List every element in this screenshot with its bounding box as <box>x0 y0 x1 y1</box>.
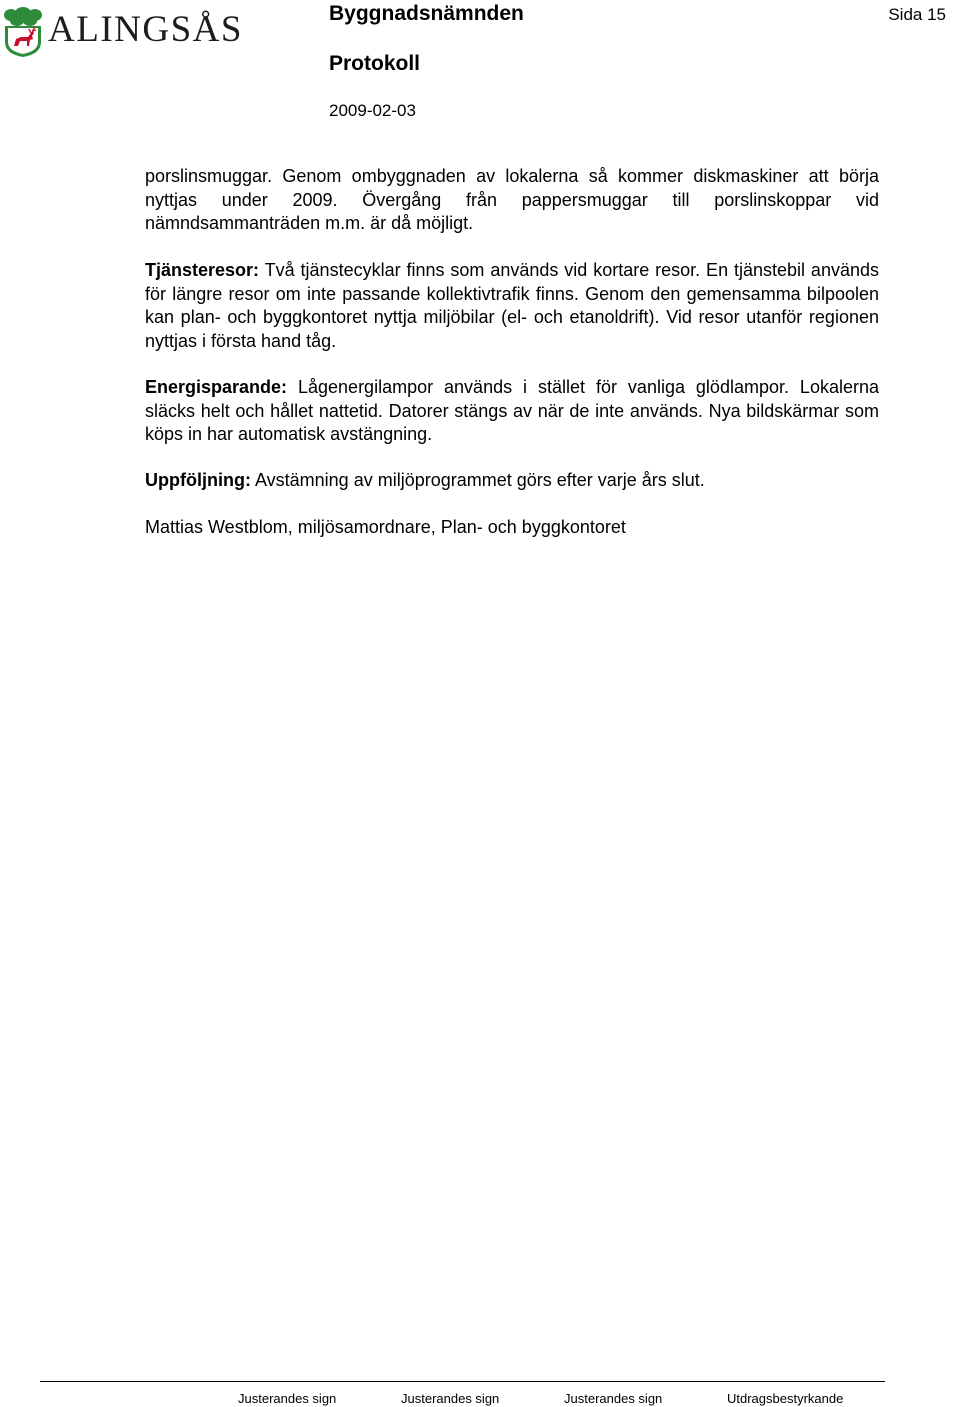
section-text: Avstämning av miljöprogrammet görs efter varje års slut. <box>250 470 705 490</box>
section-text: Två tjänstecyklar finns som används vid kortare resor. En tjänstebil används för längre resor om inte passande kollektivtrafik finns. Genom den gemensamma bilpoolen kan plan- och byggkontoret nyttja miljöbilar (el- och etanoldrift). Vid resor utanför regionen nyttjas i första hand tåg. <box>145 260 879 351</box>
municipality-logo <box>2 6 254 58</box>
signature-line <box>145 516 879 540</box>
section-label: Tjänsteresor: <box>145 260 260 280</box>
committee-name: Byggnadsnämnden <box>329 2 524 25</box>
paragraph-follow-up <box>145 469 879 493</box>
paragraph-text: porslinsmuggar. Genom ombyggnaden av lokalerna så kommer diskmaskiner att börja nyttjas under 2009. Övergång från pappersmuggar till porslinskoppar vid nämndsammanträden m.m. är då möjligt. <box>145 166 879 233</box>
footer-adjuster-sign-1: Justerandes sign <box>238 1391 337 1406</box>
section-label: Uppföljning: <box>145 470 251 490</box>
meeting-date: 2009-02-03 <box>329 101 416 120</box>
signature-text: Mattias Westblom, miljösamordnare, Plan- och byggkontoret <box>145 517 626 537</box>
coat-of-arms-icon <box>2 6 44 58</box>
paragraph-cups <box>145 165 879 236</box>
document-type: Protokoll <box>329 52 421 75</box>
footer-extract-certified: Utdragsbestyrkande <box>727 1391 844 1406</box>
section-label: Energisparande: <box>145 377 288 397</box>
paragraph-business-travel <box>145 259 879 353</box>
paragraph-text <box>145 259 879 353</box>
footer-adjuster-sign-2: Justerandes sign <box>401 1391 500 1406</box>
page-number: Sida 15 <box>888 5 946 24</box>
paragraph-energy-saving <box>145 376 879 447</box>
section-text: Lågenergilampor används i stället för vanliga glödlampor. Lokalerna släcks helt och hållet nattetid. Datorer stängs av när de inte används. Nya bildskärmar som köps in har automatisk avstängning. <box>145 377 879 444</box>
paragraph-text <box>145 376 879 447</box>
paragraph-text <box>145 469 879 493</box>
footer-divider <box>40 1381 885 1382</box>
logo-wordmark: ALINGSÅS <box>48 9 243 50</box>
footer-adjuster-sign-3: Justerandes sign <box>564 1391 663 1406</box>
